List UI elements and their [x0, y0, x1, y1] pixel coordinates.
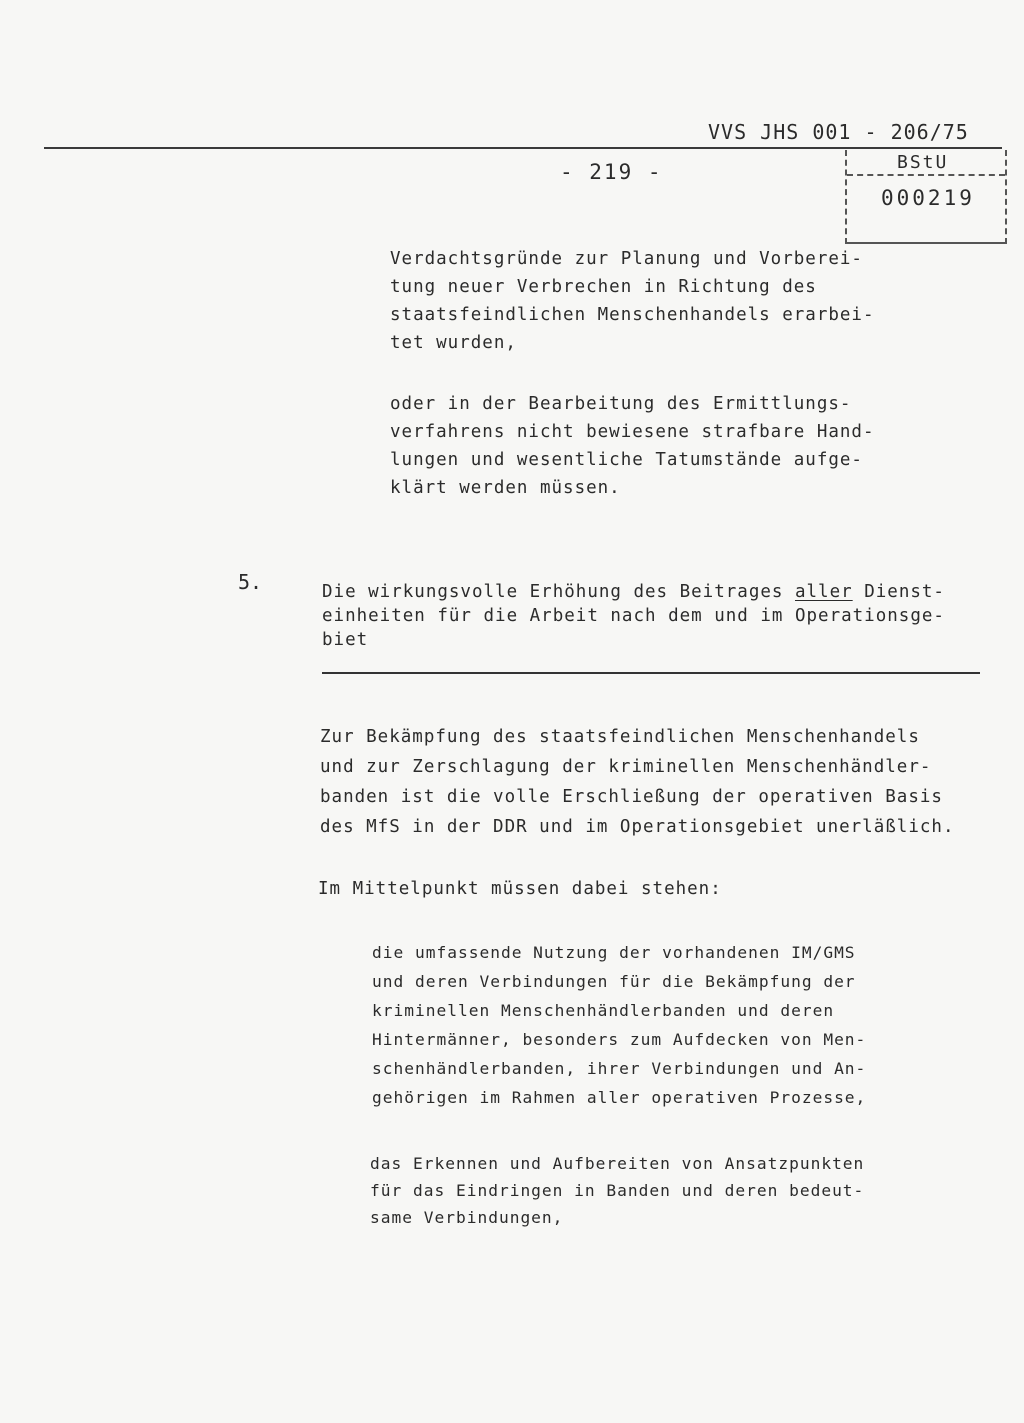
text-line: schenhändlerbanden, ihrer Verbindungen und An- — [372, 1059, 867, 1078]
text-line: staatsfeindlichen Menschenhandels erarbei- — [390, 305, 875, 325]
heading-underline — [322, 672, 980, 674]
heading-text: Dienst- — [852, 582, 945, 602]
heading-line — [322, 580, 945, 604]
paragraph-5 — [372, 938, 866, 1112]
text-line: Zur Bekämpfung des staatsfeindlichen Menschenhandels — [320, 727, 920, 747]
text-line: lungen und wesentliche Tatumstände aufge- — [390, 450, 863, 470]
text-line: Verdachtsgründe zur Planung und Vorberei- — [390, 249, 863, 269]
paragraph-6 — [370, 1150, 864, 1231]
header-rule — [44, 147, 1002, 149]
text-line: des MfS in der DDR und im Operationsgebiet unerläßlich. — [320, 817, 955, 837]
heading-line: biet — [322, 630, 369, 650]
document-reference: VVS JHS 001 - 206/75 — [708, 120, 969, 144]
text-line: und deren Verbindungen für die Bekämpfung der — [372, 972, 856, 991]
stamp-number: 000219 — [881, 186, 975, 210]
text-line: same Verbindungen, — [370, 1208, 564, 1227]
text-line: verfahrens nicht bewiesene strafbare Hand- — [390, 422, 875, 442]
stamp-divider — [847, 174, 1005, 176]
text-line: und zur Zerschlagung der kriminellen Menschenhändler- — [320, 757, 932, 777]
text-line: klärt werden müssen. — [390, 478, 621, 498]
heading-line: einheiten für die Arbeit nach dem und im Operationsge- — [322, 606, 945, 626]
text-line: banden ist die volle Erschließung der operativen Basis — [320, 787, 943, 807]
text-line: tet wurden, — [390, 333, 517, 353]
paragraph-2 — [390, 390, 875, 502]
text-line: tung neuer Verbrechen in Richtung des — [390, 277, 817, 297]
paragraph-4 — [318, 876, 722, 902]
page-number: - 219 - — [560, 160, 663, 184]
section-number: 5. — [238, 570, 263, 594]
text-line: gehörigen im Rahmen aller operativen Prozesse, — [372, 1088, 867, 1107]
text-line: Hintermänner, besonders zum Aufdecken von Men- — [372, 1030, 867, 1049]
text-line: für das Eindringen in Banden und deren bedeut- — [370, 1181, 865, 1200]
heading-emphasis: aller — [794, 582, 853, 602]
paragraph-1 — [390, 245, 875, 357]
paragraph-3 — [320, 722, 954, 842]
text-line: die umfassende Nutzung der vorhandenen IM/GMS — [372, 943, 856, 962]
archive-stamp — [845, 150, 1007, 244]
text-line: Im Mittelpunkt müssen dabei stehen: — [318, 879, 722, 899]
text-line: oder in der Bearbeitung des Ermittlungs- — [390, 394, 852, 414]
section-heading — [322, 580, 945, 652]
stamp-label: BStU — [897, 152, 949, 173]
text-line: das Erkennen und Aufbereiten von Ansatzpunkten — [370, 1154, 865, 1173]
text-line: kriminellen Menschenhändlerbanden und deren — [372, 1001, 835, 1020]
heading-text: Die wirkungsvolle Erhöhung des Beitrages — [322, 582, 795, 602]
